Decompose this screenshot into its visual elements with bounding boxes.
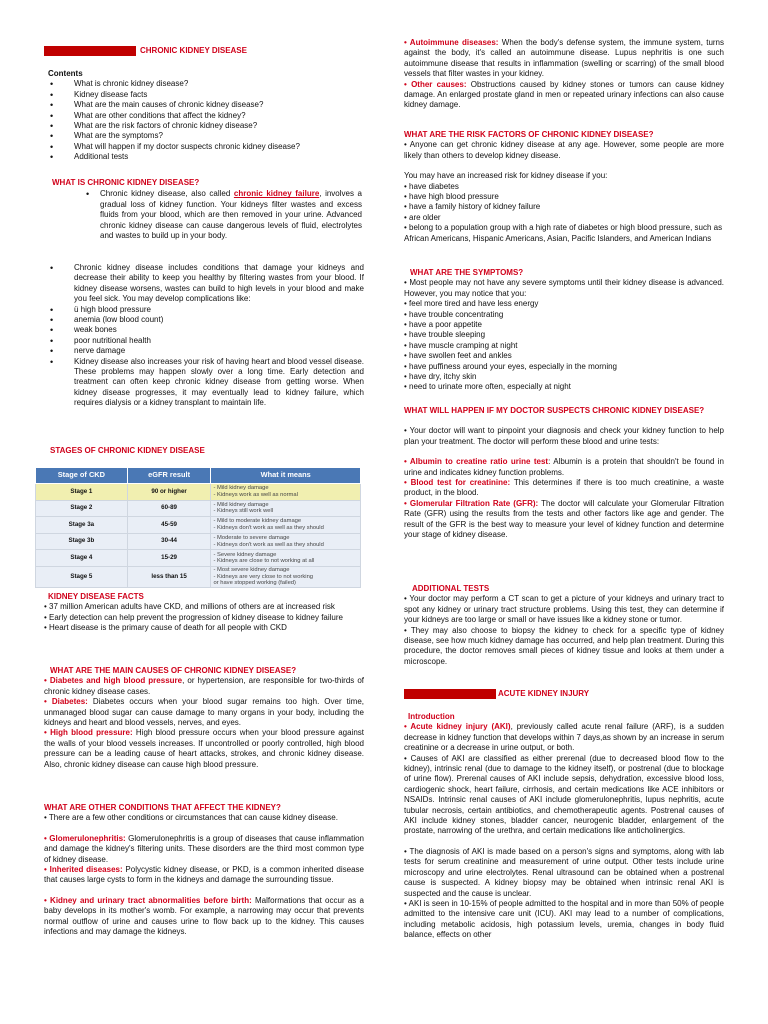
stage-cell: Stage 3b <box>36 533 128 550</box>
test-item <box>404 499 724 541</box>
condition-item <box>44 896 364 938</box>
list-item: • have swollen feet and ankles <box>404 351 512 361</box>
list-item: • have a family history of kidney failure <box>404 202 541 212</box>
fact-item: • 37 million American adults have CKD, and millions of others are at increased risk <box>44 602 335 612</box>
symptoms-section <box>404 268 724 393</box>
section-heading: WHAT ARE THE MAIN CAUSES OF CHRONIC KIDNEY DISEASE? <box>50 666 297 675</box>
ckd-stages-table <box>35 467 361 588</box>
causes-section <box>44 666 364 770</box>
paragraph: • Your doctor may perform a CT scan to get a picture of your kidneys and urinary tract to spot any kidney or urinary tract structure problems. Using this test, they can determine if your kidneys are too large or small or have issues like a kidney stone or tumor. <box>404 594 724 625</box>
title-text: ACUTE KIDNEY INJURY <box>498 689 590 698</box>
condition-item <box>404 38 724 80</box>
paragraph: • Chronic kidney disease includes conditions that damage your kidneys and decrease their ability to keep you healthy by filtering wastes from your blood. If kidney disease worsens, wastes can build to high levels in your blood and make you feel sick. You may develop complications like: <box>48 263 364 305</box>
list-item: • have muscle cramping at night <box>404 340 518 350</box>
stage-cell: Stage 1 <box>36 484 128 501</box>
text: This determines if there is too much creatinine, a waste product, in the blood. <box>404 478 724 498</box>
list-item: • What are the risk factors of chronic kidney disease? <box>48 121 364 131</box>
text: , involves a gradual loss of kidney function. Your kidneys filter wastes and excess fluids from your blood, which are then removed in your urine. Advanced chronic kidney disease can cause dangerous levels of fluid, electrolytes and wastes to build up in your body. <box>100 189 362 241</box>
list-item: • poor nutritional health <box>48 336 364 346</box>
paragraph: • There are a few other conditions or circumstances that can cause kidney disease. <box>44 813 338 823</box>
additional-tests-section <box>404 584 724 667</box>
list-item: • nerve damage <box>48 346 364 356</box>
test-label: • Blood test for creatinine: <box>404 478 511 488</box>
meaning-cell <box>211 484 361 501</box>
condition-label: • Inherited diseases: <box>44 865 123 875</box>
text: High blood pressure occurs when your blood pressure against the walls of your blood vessels increases. If uncontrolled or poorly controlled, high blood pressure can be a leading cause of heart attacks, strokes, and chronic kidney disease. Also, chronic kidney disease can cause high blood pressure. <box>44 728 364 769</box>
ckd-stages-table-wrap <box>35 467 361 588</box>
list-item: • are older <box>404 212 441 222</box>
section-heading: WHAT ARE OTHER CONDITIONS THAT AFFECT THE KIDNEY? <box>44 803 281 812</box>
list-item: • have trouble sleeping <box>404 330 486 340</box>
paragraph: • Kidney disease also increases your risk of having heart and blood vessel disease. These problems may happen slowly over a long time. Early detection and treatment can often keep chronic kidney disease from getting worse. When kidney disease progresses, it may eventually lead to kidney failure, which requires dialysis or a kidney transplant to maintain life. <box>48 357 364 409</box>
text: - Mild kidney damage <box>213 501 269 508</box>
condition-item <box>44 865 364 886</box>
title-text: CHRONIC KIDNEY DISEASE <box>140 46 247 55</box>
text: - Kidneys don't work as well as they should <box>213 524 324 531</box>
test-item <box>404 457 724 478</box>
complications-list <box>48 305 364 357</box>
list-item: • anemia (low blood count) <box>48 315 364 325</box>
condition-item <box>44 834 364 865</box>
list-item: • What is chronic kidney disease? <box>48 79 364 89</box>
condition-label: • Glomerulonephritis: <box>44 833 126 843</box>
test-label: • Albumin to creatine ratio urine test <box>404 457 549 467</box>
suspect-section <box>404 406 724 540</box>
aki-label: • Acute kidney injury (AKI) <box>404 722 511 732</box>
column-header: eGFR result <box>127 468 211 484</box>
text: or have stopped working (failed) <box>213 580 296 587</box>
text: , previously called acute renal failure (ARF), is a sudden decrease in kidney function that develops within 7 days,as shown by an increase in serum creatinine or a decrease in urine output, or both. <box>404 722 724 753</box>
list-item: • have diabetes <box>404 181 459 191</box>
list-item: • ü high blood pressure <box>48 305 364 315</box>
table-row <box>36 550 361 567</box>
condition-label: • Kidney and urinary tract abnormalities before birth: <box>44 895 252 905</box>
list-item: • Additional tests <box>48 152 364 162</box>
table-header-row <box>36 468 361 484</box>
condition-label: • Autoimmune diseases: <box>404 38 499 47</box>
fact-item: • Heart disease is the primary cause of death for all people with CKD <box>44 623 287 633</box>
text: - Kidneys are very close to not working <box>213 573 314 580</box>
paragraph: • AKI is seen in 10-15% of people admitted to the hospital and in more than 50% of people admitted to the intensive care unit (ICU). AKI may lead to a number of complications, including metabolic acidosis, high potassium levels, uremia, changes in body fluid balance, effects on other <box>404 898 724 940</box>
meaning-cell <box>211 566 361 587</box>
list-item: • have puffiness around your eyes, especially in the morning <box>404 361 617 371</box>
fact-item: • Early detection can help prevent the progression of kidney disease to kidney failure <box>44 612 343 622</box>
section-heading: WHAT IS CHRONIC KIDNEY DISEASE? <box>52 178 200 187</box>
condition-label: • Other causes: <box>404 79 467 89</box>
egfr-cell: 30-44 <box>127 533 211 550</box>
facts-section <box>44 592 364 634</box>
list-item: • have high blood pressure <box>404 192 499 202</box>
table-row <box>36 484 361 501</box>
aki-section <box>404 712 724 941</box>
title-bar <box>44 46 136 56</box>
text: - Kidneys work as well as normal <box>213 491 298 498</box>
egfr-cell: 90 or higher <box>127 484 211 501</box>
section-heading: WHAT ARE THE SYMPTOMS? <box>410 268 524 277</box>
table-row <box>36 566 361 587</box>
cause-label: • High blood pressure: <box>44 728 133 738</box>
text: Malformations that occur as a baby develops in its mother's womb. For example, a narrowing may occur that prevents normal outflow of urine and causes urine to flow back up to the kidney. This causes infections and may damage the kidneys. <box>44 895 364 937</box>
text: - Kidneys still work well <box>213 508 274 515</box>
list-item: • need to urinate more often, especially at night <box>404 382 571 392</box>
paragraph: • Most people may not have any severe symptoms until their kidney disease is advanced. However, you may notice that you: <box>404 278 724 298</box>
list-item: • What are other conditions that affect the kidney? <box>48 111 364 121</box>
stage-cell: Stage 3a <box>36 517 128 534</box>
text: Chronic kidney disease, also called <box>100 189 234 199</box>
cause-item <box>44 728 364 770</box>
test-item <box>404 478 724 499</box>
intro-heading: Introduction <box>408 712 455 721</box>
contents-section <box>48 69 364 163</box>
list-item: • belong to a population group with a high rate of diabetes or high blood pressure, such as African Americans, Hispanic Americans, Asian, Pacific Islanders, and American Indians <box>404 223 723 243</box>
aki-title <box>404 689 589 699</box>
text: - Severe kidney damage <box>213 551 277 558</box>
egfr-cell: 15-29 <box>127 550 211 567</box>
list-item: • What are the main causes of chronic kidney disease? <box>48 100 364 110</box>
meaning-cell <box>211 500 361 517</box>
egfr-cell: 45-59 <box>127 517 211 534</box>
what-is-section <box>52 178 362 241</box>
list-item: • Kidney disease facts <box>48 90 364 100</box>
document-title <box>44 46 247 56</box>
text: : Albumin is a protein that shouldn't be found in urine and indicates kidney function problems. <box>404 457 724 477</box>
meaning-cell <box>211 517 361 534</box>
other-causes-continued <box>404 38 724 111</box>
paragraph: • Causes of AKI are classified as either prerenal (due to decreased blood flow to the kidney), intrinsic renal (due to damage to the kidney itself), or postrenal (due to blockage of urine flow). Prerenal causes of AKI include sepsis, dehydration, excessive blood loss, cardiogenic shock, heart failure, cirrhosis, and certain medications like ACE inhibitors or NSAIDs. Intrinsic renal causes of AKI include glomerulonephritis, lupus nephritis, acute tubular necrosis, certain antibiotics, and chemotherapeutic agents. Postrenal causes of AKI include kidney stones, bladder cancer, neurogenic bladder, enlargement of the prostate, narrowing of the urethra, and certain medications like anticholinergics. <box>404 753 724 836</box>
stage-cell: Stage 2 <box>36 500 128 517</box>
meaning-cell <box>211 533 361 550</box>
stages-heading: STAGES OF CHRONIC KIDNEY DISEASE <box>50 446 205 455</box>
text: Obstructions caused by kidney stones or tumors can cause kidney damage. An enlarged prostate gland in men or repeated urinary infections can also cause kidney damage. <box>404 79 724 110</box>
text: The doctor will calculate your Glomerular Filtration Rate (GFR) using the results from the tests and other factors like age and gender. The result of the GFR is the best way to measure your level of kidney function and determine your stage of kidney disease. <box>404 498 725 540</box>
contents-list <box>48 79 364 162</box>
list-item: • What will happen if my doctor suspects chronic kidney disease? <box>48 142 364 152</box>
contents-heading: Contents <box>48 69 83 78</box>
table-row <box>36 500 361 517</box>
paragraph: • Anyone can get chronic kidney disease at any age. However, some people are more likely than others to develop kidney disease. <box>404 140 724 160</box>
column-header: Stage of CKD <box>36 468 128 484</box>
table-row <box>36 517 361 534</box>
egfr-cell: 60-89 <box>127 500 211 517</box>
text: - Kidneys don't work as well as they should <box>213 541 324 548</box>
stage-cell: Stage 4 <box>36 550 128 567</box>
paragraph: • The diagnosis of AKI is made based on a person's signs and symptoms, along with lab tests for serum creatinine and measurement of urine output. Other tests include urine microscopy and urine electrolytes. Renal ultrasound can be obtained when a postrenal cause is suspected. A kidney biopsy may be obtained when intrinsic renal AKI is suspected and the cause is unclear. <box>404 846 724 898</box>
chronic-kidney-failure-link[interactable]: chronic kidney failure <box>233 189 320 199</box>
title-bar <box>404 689 496 699</box>
list-item: • feel more tired and have less energy <box>404 299 539 309</box>
cause-label: • Diabetes and high blood pressure <box>44 676 183 686</box>
meaning-cell <box>211 550 361 567</box>
text: Diabetes occurs when your blood sugar remains too high. Over time, unmanaged blood sugar can cause damage to many organs in your body, including the kidneys and heart and blood vessels, nerves, and eyes. <box>44 697 364 728</box>
text: Polycystic kidney disease, or PKD, is a common inherited disease that causes large cysts to form in the kidneys and damage the surrounding tissue. <box>44 865 364 885</box>
paragraph <box>404 722 724 753</box>
list-item: • have dry, itchy skin <box>404 372 477 382</box>
text: - Kidneys are close to not working at all <box>213 558 315 565</box>
text: , or hypertension, are responsible for two-thirds of chronic kidney disease cases. <box>44 676 364 696</box>
other-conditions-section <box>44 803 364 937</box>
egfr-cell: less than 15 <box>127 566 211 587</box>
paragraph: • Your doctor will want to pinpoint your diagnosis and check your kidney function to help plan your treatment. The doctor will perform these blood and urine tests: <box>404 426 724 446</box>
text: - Mild to moderate kidney damage <box>213 518 302 525</box>
section-heading: WHAT ARE THE RISK FACTORS OF CHRONIC KIDNEY DISEASE? <box>404 130 654 139</box>
section-heading: ADDITIONAL TESTS <box>412 584 490 593</box>
paragraph: • They may also choose to biopsy the kidney to check for a specific type of kidney disease, see how much kidney damage has occurred, and help plan treatment. During this procedure, the doctor removes small pieces of kidney tissue and looks at them under a microscope. <box>404 625 724 666</box>
text: - Most severe kidney damage <box>213 566 290 573</box>
list-item: • have a poor appetite <box>404 320 482 330</box>
stage-cell: Stage 5 <box>36 566 128 587</box>
test-label: • Glomerular Filtration Rate (GFR): <box>404 498 539 508</box>
cause-item <box>44 697 364 728</box>
what-is-continued <box>48 263 364 409</box>
text: Glomerulonephritis is a group of diseases that cause inflammation and damage the kidney's filtering units. These disorders are the third most common type of kidney disease. <box>44 833 364 864</box>
section-heading: KIDNEY DISEASE FACTS <box>48 592 144 601</box>
risk-section <box>404 130 724 244</box>
text: - Moderate to severe damage <box>213 534 290 541</box>
condition-item <box>404 80 724 111</box>
list-item: • have trouble concentrating <box>404 309 504 319</box>
paragraph <box>52 189 362 241</box>
column-header: What it means <box>211 468 361 484</box>
list-item: • weak bones <box>48 325 364 335</box>
text: When the body's defense system, the immune system, turns against the body, it's called an autoimmune disease. Lupus nephritis is one such autoimmune disease that results in inflammation (swelling or scarring) of the small blood vessels that filter wastes in your kidney. <box>404 38 725 79</box>
cause-label: • Diabetes: <box>44 697 88 707</box>
text: - Mild kidney damage <box>213 485 269 492</box>
list-item: • What are the symptoms? <box>48 131 364 141</box>
table-row <box>36 533 361 550</box>
paragraph: You may have an increased risk for kidney disease if you: <box>404 171 608 181</box>
section-heading: WHAT WILL HAPPEN IF MY DOCTOR SUSPECTS CHRONIC KIDNEY DISEASE? <box>404 406 705 415</box>
cause-item <box>44 676 364 697</box>
